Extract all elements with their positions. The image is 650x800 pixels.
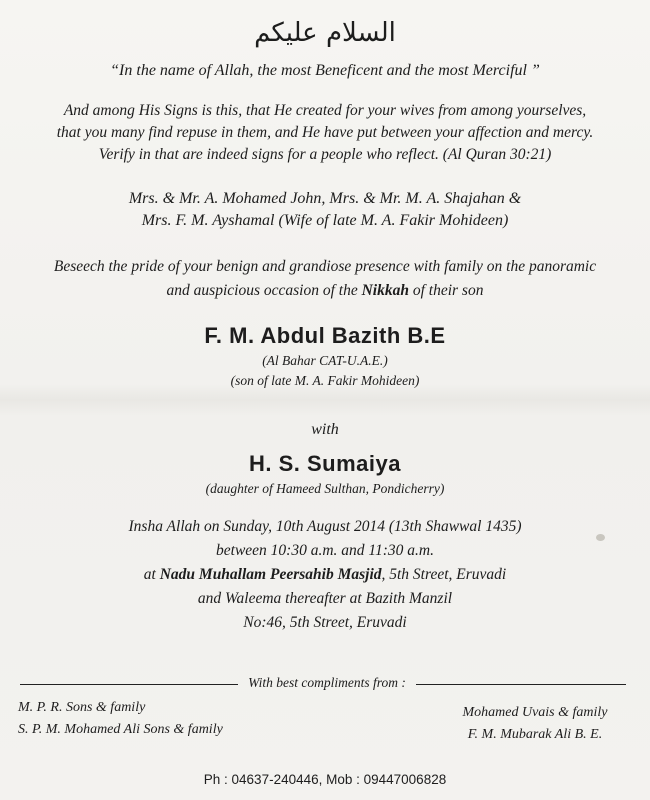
- compliments-label: With best compliments from :: [248, 675, 406, 690]
- compliment-name: M. P. R. Sons & family: [18, 700, 146, 715]
- venue-suffix: , 5th Street, Eruvadi: [381, 566, 507, 583]
- invitation-line: [0, 279, 650, 303]
- parents-line: Mrs. F. M. Ayshamal (Wife of late M. A. Fakir Mohideen): [141, 212, 509, 229]
- quran-verse: [0, 100, 650, 166]
- address-line: No:46, 5th Street, Eruvadi: [243, 614, 407, 631]
- groom-workplace: (Al Bahar CAT-U.A.E.): [262, 353, 388, 368]
- invitation-text: [0, 255, 650, 303]
- compliments-divider: [20, 675, 626, 693]
- venue-name: Nadu Muhallam Peersahib Masjid: [159, 566, 382, 583]
- groom-parentage: (son of late M. A. Fakir Mohideen): [230, 373, 420, 388]
- event-details: [0, 515, 650, 635]
- verse-line: that you many find repuse in them, and He have put between your affection and mercy.: [56, 124, 594, 141]
- arabic-greeting: السلام عليكم: [254, 18, 396, 48]
- compliments-left: [18, 697, 223, 741]
- invitation-line-end: of their son: [408, 282, 484, 299]
- event-date: Insha Allah on Sunday, 10th August 2014 (13th Shawwal 1435): [128, 518, 522, 535]
- divider-line-left: [20, 684, 238, 685]
- event-time: between 10:30 a.m. and 11:30 a.m.: [216, 542, 434, 559]
- verse-line: And among His Signs is this, that He created for your wives from among yourselves,: [63, 102, 587, 119]
- contact-phone: Ph : 04637-240446, Mob : 09447006828: [203, 772, 447, 787]
- compliment-name: S. P. M. Mohamed Ali Sons & family: [18, 722, 223, 737]
- compliments-right: [440, 702, 630, 746]
- compliment-name: Mohamed Uvais & family: [462, 705, 608, 720]
- paper-stain: [596, 534, 605, 541]
- verse-line: Verify in that are indeed signs for a people who reflect. (Al Quran 30:21): [98, 146, 552, 163]
- parents-names: [0, 188, 650, 232]
- groom-name: F. M. Abdul Bazith B.E: [204, 323, 446, 348]
- divider-line-right: [416, 684, 626, 685]
- compliment-name: F. M. Mubarak Ali B. E.: [467, 727, 603, 742]
- nikkah-word: Nikkah: [361, 282, 409, 299]
- venue-prefix: at: [143, 566, 160, 583]
- invitation-line-start: and auspicious occasion of the: [166, 282, 362, 299]
- basmala-line: “In the name of Allah, the most Beneficent and the most Merciful ”: [110, 62, 540, 79]
- invitation-line: Beseech the pride of your benign and grandiose presence with family on the panoramic: [53, 258, 597, 275]
- waleema-line: and Waleema thereafter at Bazith Manzil: [197, 590, 453, 607]
- with-label: with: [311, 421, 339, 438]
- bride-parentage: (daughter of Hameed Sulthan, Pondicherry): [205, 481, 445, 496]
- parents-line: Mrs. & Mr. A. Mohamed John, Mrs. & Mr. M. A. Shajahan &: [128, 190, 522, 207]
- event-venue: [0, 563, 650, 587]
- bride-name: H. S. Sumaiya: [248, 451, 401, 476]
